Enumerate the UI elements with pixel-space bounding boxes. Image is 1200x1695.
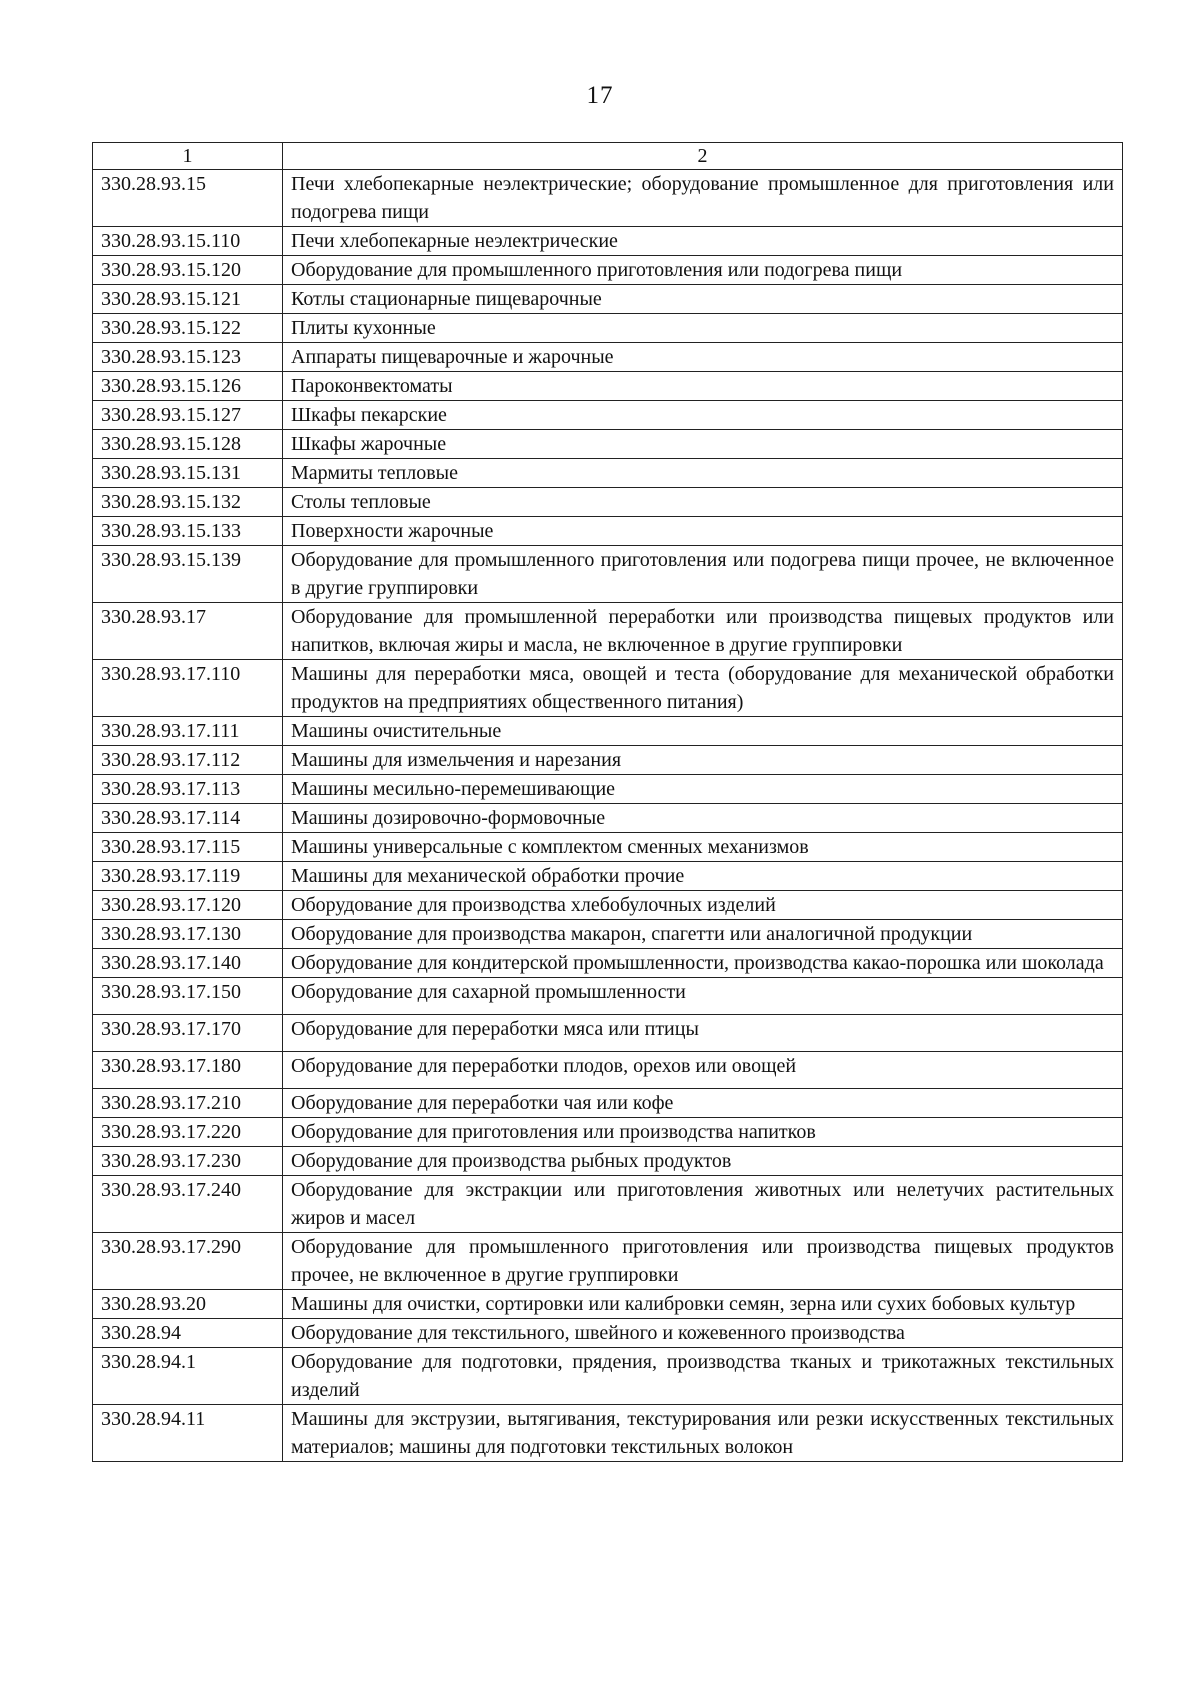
table-row xyxy=(93,285,1123,314)
row-code: 330.28.93.17.111 xyxy=(93,717,283,746)
row-description: Машины дозировочно-формовочные xyxy=(283,804,1123,833)
table-row xyxy=(93,343,1123,372)
table-row xyxy=(93,862,1123,891)
table-row xyxy=(93,227,1123,256)
row-description: Оборудование для сахарной промышленности xyxy=(283,978,1123,1015)
header-row xyxy=(93,143,1123,170)
row-code: 330.28.93.17.113 xyxy=(93,775,283,804)
row-code: 330.28.93.17.150 xyxy=(93,978,283,1015)
row-code: 330.28.93.17.240 xyxy=(93,1176,283,1233)
row-code: 330.28.93.17.290 xyxy=(93,1233,283,1290)
table-row xyxy=(93,603,1123,660)
row-description: Оборудование для производства рыбных продуктов xyxy=(283,1147,1123,1176)
table-row xyxy=(93,488,1123,517)
table-row xyxy=(93,517,1123,546)
row-description: Плиты кухонные xyxy=(283,314,1123,343)
row-description: Машины для переработки мяса, овощей и теста (оборудование для механической обработки продуктов на предприятиях общественного питания) xyxy=(283,660,1123,717)
table-row xyxy=(93,978,1123,1015)
table-row xyxy=(93,949,1123,978)
table-row xyxy=(93,1290,1123,1319)
row-code: 330.28.93.20 xyxy=(93,1290,283,1319)
table-row xyxy=(93,775,1123,804)
row-description: Оборудование для кондитерской промышленности, производства какао-порошка или шоколада xyxy=(283,949,1123,978)
row-code: 330.28.93.15 xyxy=(93,170,283,227)
row-code: 330.28.93.17.220 xyxy=(93,1118,283,1147)
row-code: 330.28.94.1 xyxy=(93,1348,283,1405)
row-description: Мармиты тепловые xyxy=(283,459,1123,488)
table-row xyxy=(93,401,1123,430)
column-header-1: 1 xyxy=(93,143,283,170)
row-code: 330.28.93.15.127 xyxy=(93,401,283,430)
table-row xyxy=(93,717,1123,746)
table-row xyxy=(93,1147,1123,1176)
row-description: Машины месильно-перемешивающие xyxy=(283,775,1123,804)
row-description: Машины для измельчения и нарезания xyxy=(283,746,1123,775)
row-code: 330.28.93.15.120 xyxy=(93,256,283,285)
table-row xyxy=(93,256,1123,285)
row-code: 330.28.94.11 xyxy=(93,1405,283,1462)
row-description: Оборудование для промышленной переработки или производства пищевых продуктов или напитков, включая жиры и масла, не включенное в другие группировки xyxy=(283,603,1123,660)
row-description: Печи хлебопекарные неэлектрические; оборудование промышленное для приготовления или подогрева пищи xyxy=(283,170,1123,227)
table-row xyxy=(93,546,1123,603)
table-row xyxy=(93,170,1123,227)
table-row xyxy=(93,804,1123,833)
table-row xyxy=(93,459,1123,488)
row-code: 330.28.94 xyxy=(93,1319,283,1348)
row-code: 330.28.93.15.121 xyxy=(93,285,283,314)
row-code: 330.28.93.17.130 xyxy=(93,920,283,949)
row-description: Оборудование для промышленного приготовления или подогрева пищи xyxy=(283,256,1123,285)
row-description: Аппараты пищеварочные и жарочные xyxy=(283,343,1123,372)
table-body xyxy=(93,170,1123,1462)
row-code: 330.28.93.17.120 xyxy=(93,891,283,920)
row-code: 330.28.93.15.128 xyxy=(93,430,283,459)
row-description: Шкафы жарочные xyxy=(283,430,1123,459)
row-description: Оборудование для переработки мяса или птицы xyxy=(283,1015,1123,1052)
table-row xyxy=(93,891,1123,920)
table-row xyxy=(93,746,1123,775)
table-row xyxy=(93,430,1123,459)
row-code: 330.28.93.17.119 xyxy=(93,862,283,891)
table-row xyxy=(93,833,1123,862)
row-description: Оборудование для производства хлебобулочных изделий xyxy=(283,891,1123,920)
table-row xyxy=(93,660,1123,717)
row-code: 330.28.93.15.123 xyxy=(93,343,283,372)
row-code: 330.28.93.17.210 xyxy=(93,1089,283,1118)
row-description: Машины для очистки, сортировки или калибровки семян, зерна или сухих бобовых культур xyxy=(283,1290,1123,1319)
row-description: Машины универсальные с комплектом сменных механизмов xyxy=(283,833,1123,862)
table-row xyxy=(93,314,1123,343)
row-description: Оборудование для подготовки, прядения, производства тканых и трикотажных текстильных изделий xyxy=(283,1348,1123,1405)
table-row xyxy=(93,1233,1123,1290)
column-header-2: 2 xyxy=(283,143,1123,170)
row-description: Оборудование для переработки плодов, орехов или овощей xyxy=(283,1052,1123,1089)
table-row xyxy=(93,372,1123,401)
table-row xyxy=(93,1319,1123,1348)
row-description: Шкафы пекарские xyxy=(283,401,1123,430)
row-description: Машины для экструзии, вытягивания, текстурирования или резки искусственных текстильных материалов; машины для подготовки текстильных волокон xyxy=(283,1405,1123,1462)
row-code: 330.28.93.17.180 xyxy=(93,1052,283,1089)
row-code: 330.28.93.15.110 xyxy=(93,227,283,256)
row-description: Оборудование для производства макарон, спагетти или аналогичной продукции xyxy=(283,920,1123,949)
page-number: 17 xyxy=(586,82,614,109)
row-description: Котлы стационарные пищеварочные xyxy=(283,285,1123,314)
row-code: 330.28.93.15.131 xyxy=(93,459,283,488)
row-code: 330.28.93.15.139 xyxy=(93,546,283,603)
row-description: Столы тепловые xyxy=(283,488,1123,517)
row-code: 330.28.93.15.126 xyxy=(93,372,283,401)
row-code: 330.28.93.17.112 xyxy=(93,746,283,775)
table-row xyxy=(93,1089,1123,1118)
row-code: 330.28.93.17.115 xyxy=(93,833,283,862)
row-description: Оборудование для текстильного, швейного и кожевенного производства xyxy=(283,1319,1123,1348)
row-code: 330.28.93.17.114 xyxy=(93,804,283,833)
table-row xyxy=(93,920,1123,949)
row-code: 330.28.93.17.230 xyxy=(93,1147,283,1176)
row-code: 330.28.93.17.170 xyxy=(93,1015,283,1052)
table-row xyxy=(93,1015,1123,1052)
row-description: Машины очистительные xyxy=(283,717,1123,746)
row-description: Печи хлебопекарные неэлектрические xyxy=(283,227,1123,256)
row-description: Поверхности жарочные xyxy=(283,517,1123,546)
table-row xyxy=(93,1176,1123,1233)
table-row xyxy=(93,1118,1123,1147)
row-description: Оборудование для переработки чая или кофе xyxy=(283,1089,1123,1118)
row-description: Оборудование для промышленного приготовления или подогрева пищи прочее, не включенное в другие группировки xyxy=(283,546,1123,603)
classification-table xyxy=(92,142,1123,1462)
row-code: 330.28.93.17 xyxy=(93,603,283,660)
row-code: 330.28.93.17.110 xyxy=(93,660,283,717)
row-code: 330.28.93.15.122 xyxy=(93,314,283,343)
table-row xyxy=(93,1348,1123,1405)
row-description: Оборудование для экстракции или приготовления животных или нелетучих растительных жиров и масел xyxy=(283,1176,1123,1233)
table-row xyxy=(93,1405,1123,1462)
table-row xyxy=(93,1052,1123,1089)
row-code: 330.28.93.17.140 xyxy=(93,949,283,978)
row-description: Оборудование для приготовления или производства напитков xyxy=(283,1118,1123,1147)
row-description: Пароконвектоматы xyxy=(283,372,1123,401)
row-description: Оборудование для промышленного приготовления или производства пищевых продуктов прочее, не включенное в другие группировки xyxy=(283,1233,1123,1290)
row-description: Машины для механической обработки прочие xyxy=(283,862,1123,891)
row-code: 330.28.93.15.133 xyxy=(93,517,283,546)
row-code: 330.28.93.15.132 xyxy=(93,488,283,517)
